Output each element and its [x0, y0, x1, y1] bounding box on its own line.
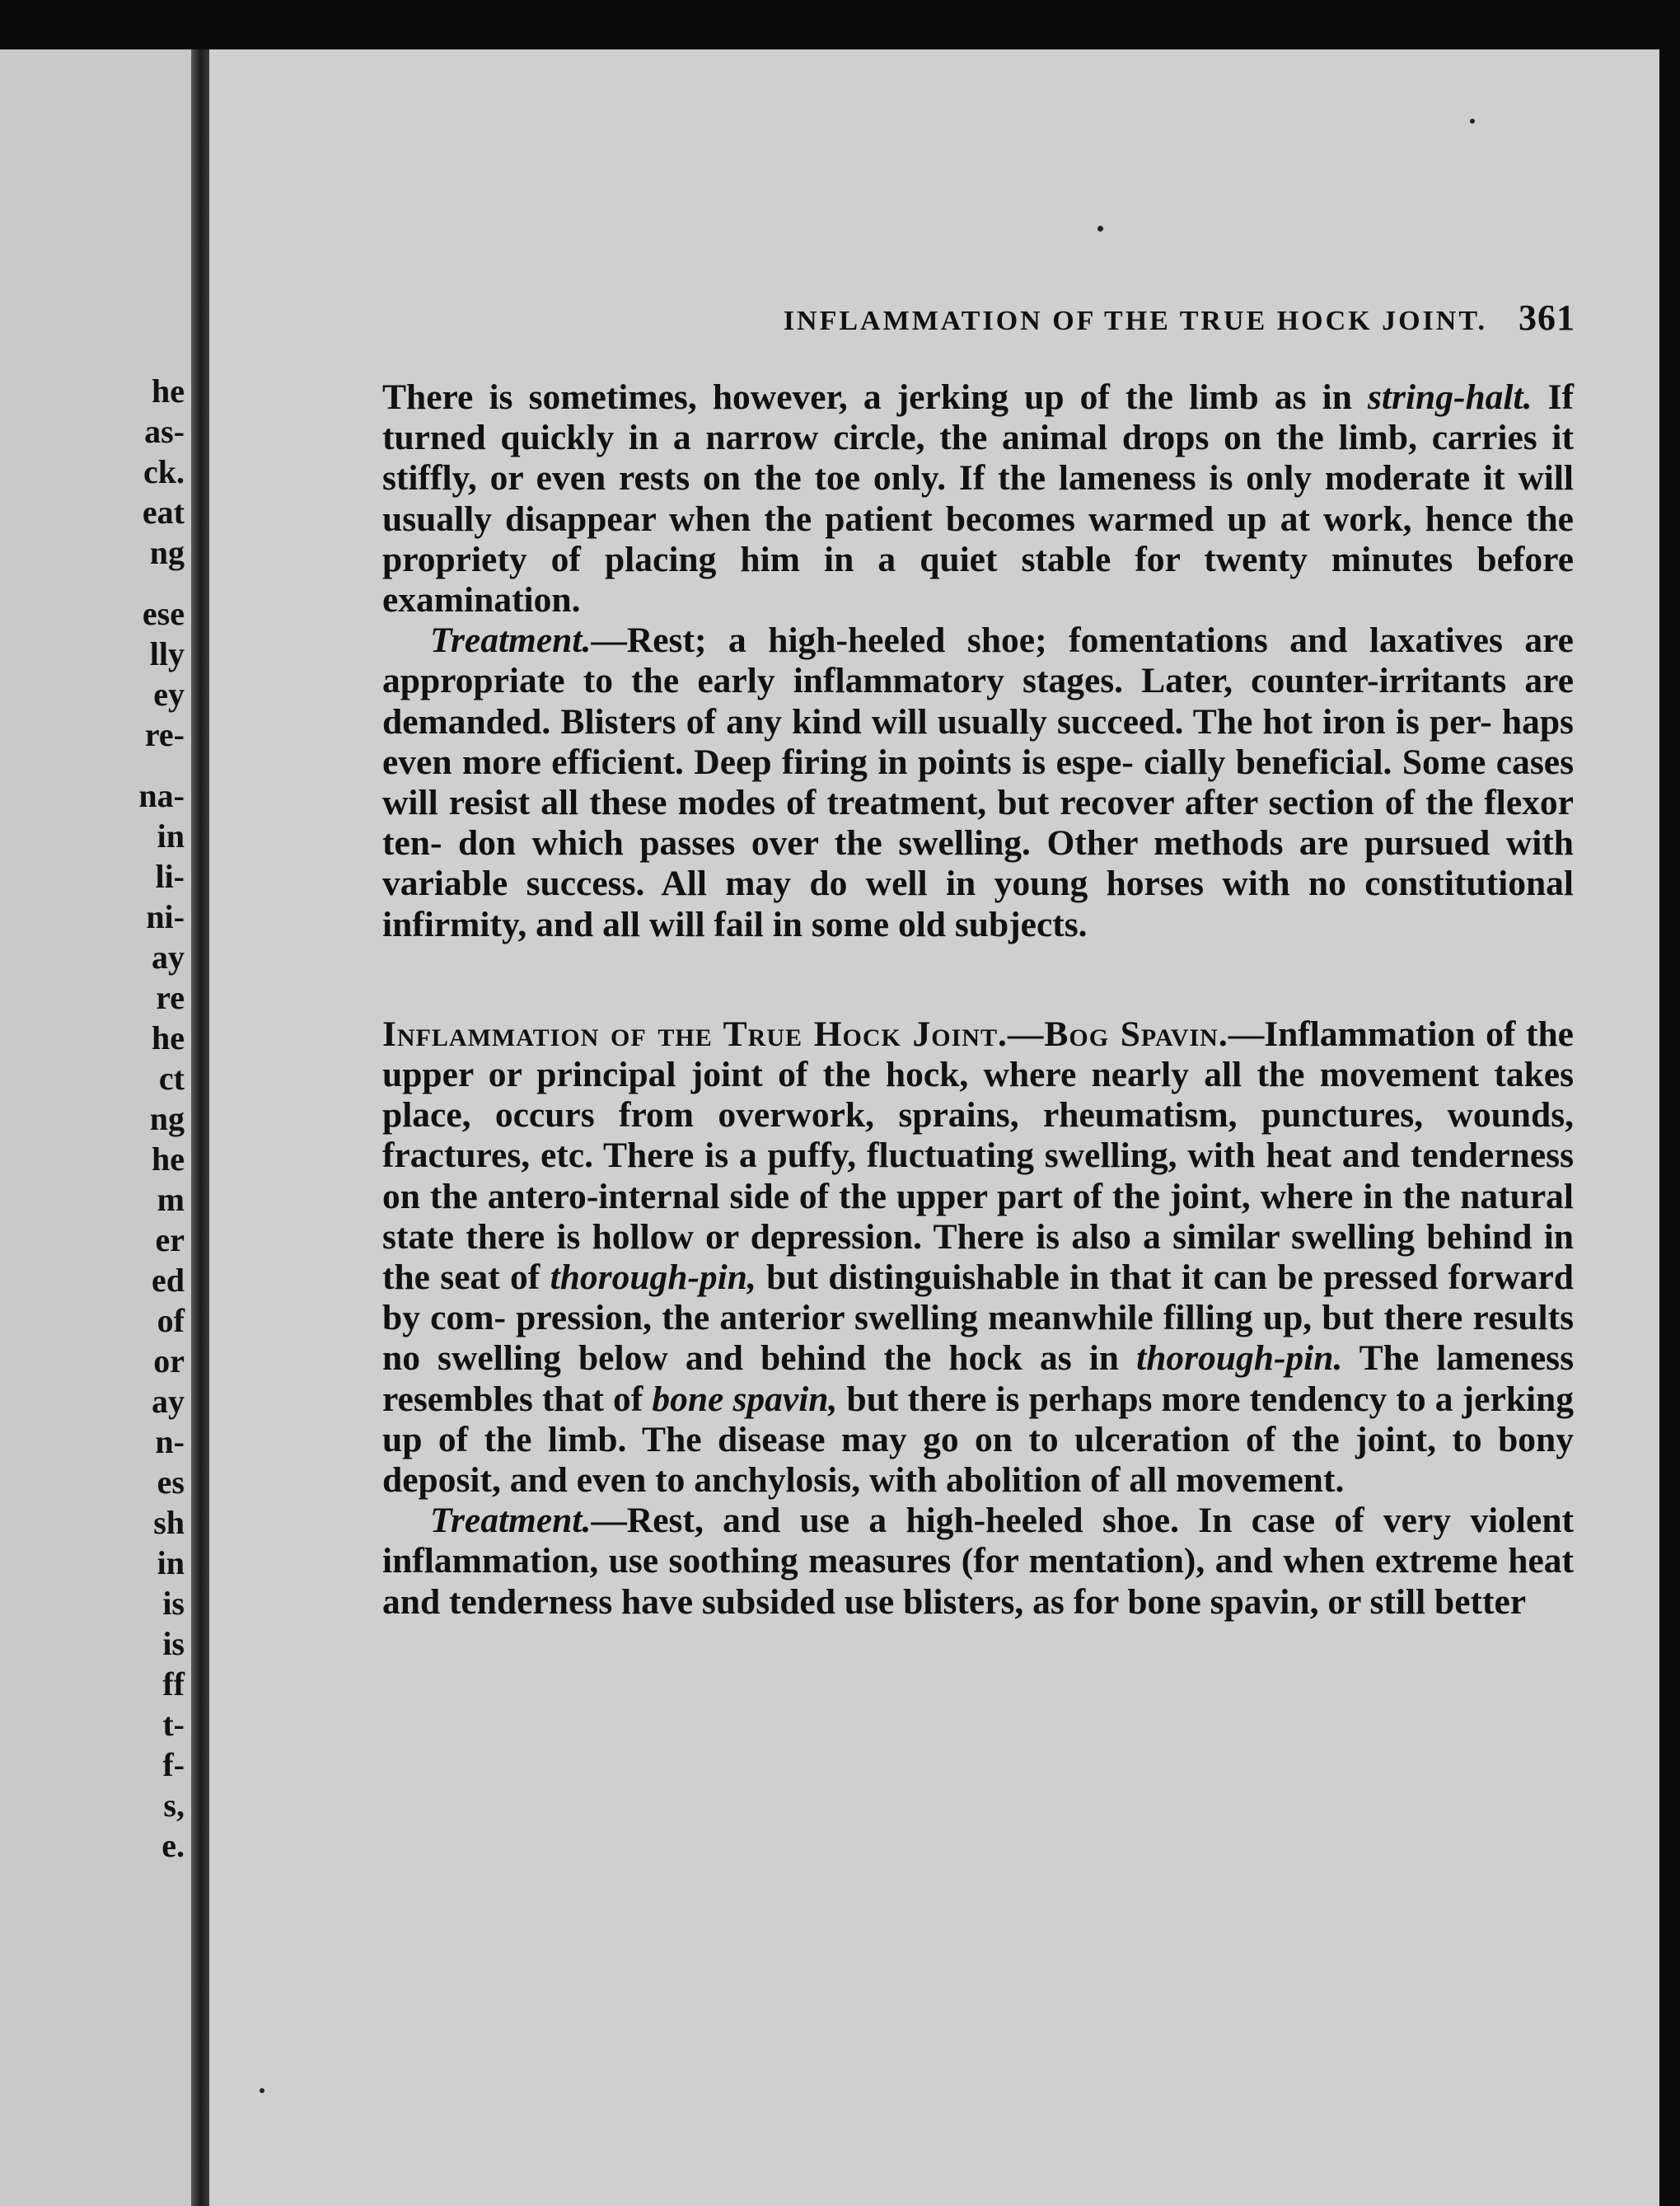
previous-page-fragment: ay — [152, 939, 185, 976]
term-thorough-pin: thorough-pin, — [550, 1258, 756, 1298]
previous-page-fragment: of — [157, 1302, 185, 1339]
section-heading: Inflammation of the True Hock Joint.—Bog Spavin. — [382, 1014, 1228, 1054]
previous-page-fragment: ct — [158, 1060, 185, 1097]
previous-page-fragment: s, — [163, 1787, 185, 1824]
previous-page-edge — [0, 49, 191, 2206]
previous-page-fragment: ng — [149, 534, 185, 571]
previous-page-fragment: m — [157, 1181, 185, 1218]
previous-page-fragment: es — [157, 1464, 185, 1501]
previous-page-fragment: t- — [162, 1706, 185, 1743]
paragraph-bog-spavin: Inflammation of the True Hock Joint.—Bog Spavin.—Inflammation of the upper or principal joint of the hock, where nearly all the movement takes place, occurs from overwork, sprains, rheumatism, punctures, wounds, fractures, etc. There is a puffy, fluctuating swelling, with heat and tenderness on the antero-internal side of the upper part of the joint, where in the natural state there is hollow or depression. There is also a similar swelling behind in the seat of thorough-pin, but distinguishable in that it can be pressed forward by com- pression, the anterior swelling meanwhile filling up, but there results no swelling below and behind the hock as in thorough-pin. The lameness resembles that of bone spavin, but there is perhaps more tendency to a jerking up of the limb. The disease may go on to ulceration of the joint, to bony deposit, and even to anchylosis, with abolition of all movement. — [382, 1014, 1575, 1501]
paragraph-treatment-2: Treatment.—Rest, and use a high-heeled shoe. In case of very violent inflammation, use soothing measures (for mentation), and when extreme heat and tenderness have subsided use blisters, as for bone spavin, or still better — [382, 1501, 1574, 1622]
book-gutter — [191, 49, 209, 2206]
previous-page-fragment: in — [157, 817, 185, 855]
treatment-label: Treatment. — [430, 621, 592, 661]
paper-speck — [1097, 226, 1103, 232]
previous-page-fragment: ey — [153, 676, 185, 713]
term-thorough-pin-2: thorough-pin. — [1136, 1338, 1343, 1379]
paper-speck — [260, 2088, 264, 2093]
previous-page-fragment: er — [155, 1221, 185, 1258]
previous-page-fragment: is — [162, 1625, 185, 1662]
previous-page-fragment: he — [152, 372, 185, 410]
previous-page-fragment: ck. — [143, 453, 185, 490]
previous-page-fragment: n- — [155, 1423, 185, 1460]
previous-page-fragment: lly — [149, 635, 185, 672]
previous-page-fragment: li- — [155, 858, 185, 895]
previous-page-fragment: re — [156, 979, 185, 1016]
running-header — [466, 297, 1575, 339]
previous-page-fragment: ni- — [146, 898, 185, 935]
previous-page-fragment: na- — [138, 777, 185, 814]
previous-page-fragment: ng — [149, 1100, 185, 1137]
term-string-halt: string-halt. — [1368, 377, 1533, 417]
term-bone-spavin: bone spavin, — [652, 1379, 838, 1419]
previous-page-fragment: re- — [144, 716, 185, 753]
previous-page-fragment: as- — [144, 413, 185, 450]
running-title: INFLAMMATION OF THE TRUE HOCK JOINT. — [783, 306, 1487, 336]
previous-page-fragment: he — [152, 1140, 185, 1178]
treatment-label-2: Treatment. — [430, 1501, 592, 1541]
previous-page-fragment: or — [153, 1342, 185, 1379]
previous-page-fragment: in — [157, 1544, 185, 1581]
previous-page-fragment: eat — [142, 494, 185, 531]
previous-page-fragment: he — [152, 1019, 185, 1056]
paper-speck — [1470, 119, 1475, 124]
body-text — [382, 377, 1574, 1623]
previous-page-fragment: e. — [161, 1827, 185, 1864]
paragraph-treatment-1: Treatment.—Rest; a high-heeled shoe; fomentations and laxatives are appropriate to the early inflammatory stages. Later, counter-irritants are demanded. Blisters of any kind will usually succeed. The hot iron is per- haps even more efficient. Deep firing in points is espe- cially beneficial. Some cases will resist all these modes of treatment, but recover after section of the flexor ten- don which passes over the swelling. Other methods are pursued with variable success. All may do well in young horses with no constitutional infirmity, and all will fail in some old subjects. — [382, 621, 1574, 944]
previous-page-fragment: is — [162, 1585, 185, 1622]
previous-page-fragment: ff — [162, 1665, 185, 1703]
paragraph-stringhalt: There is sometimes, however, a jerking up of the limb as in string-halt. If turned quickly in a narrow circle, the animal drops on the limb, carries it stiffly, or even rests on the toe only. If the lameness is only moderate it will usually disappear when the patient becomes warmed up at work, hence the propriety of placing him in a quiet stable for twenty minutes before examination. — [382, 377, 1574, 621]
previous-page-fragment: f- — [162, 1746, 185, 1783]
previous-page-fragment: ese — [142, 595, 185, 632]
previous-page-fragment: ay — [152, 1383, 185, 1420]
previous-page-fragment: sh — [153, 1504, 185, 1541]
previous-page-fragment: ed — [152, 1262, 185, 1299]
page-number: 361 — [1519, 297, 1575, 338]
book-page — [209, 49, 1659, 2206]
